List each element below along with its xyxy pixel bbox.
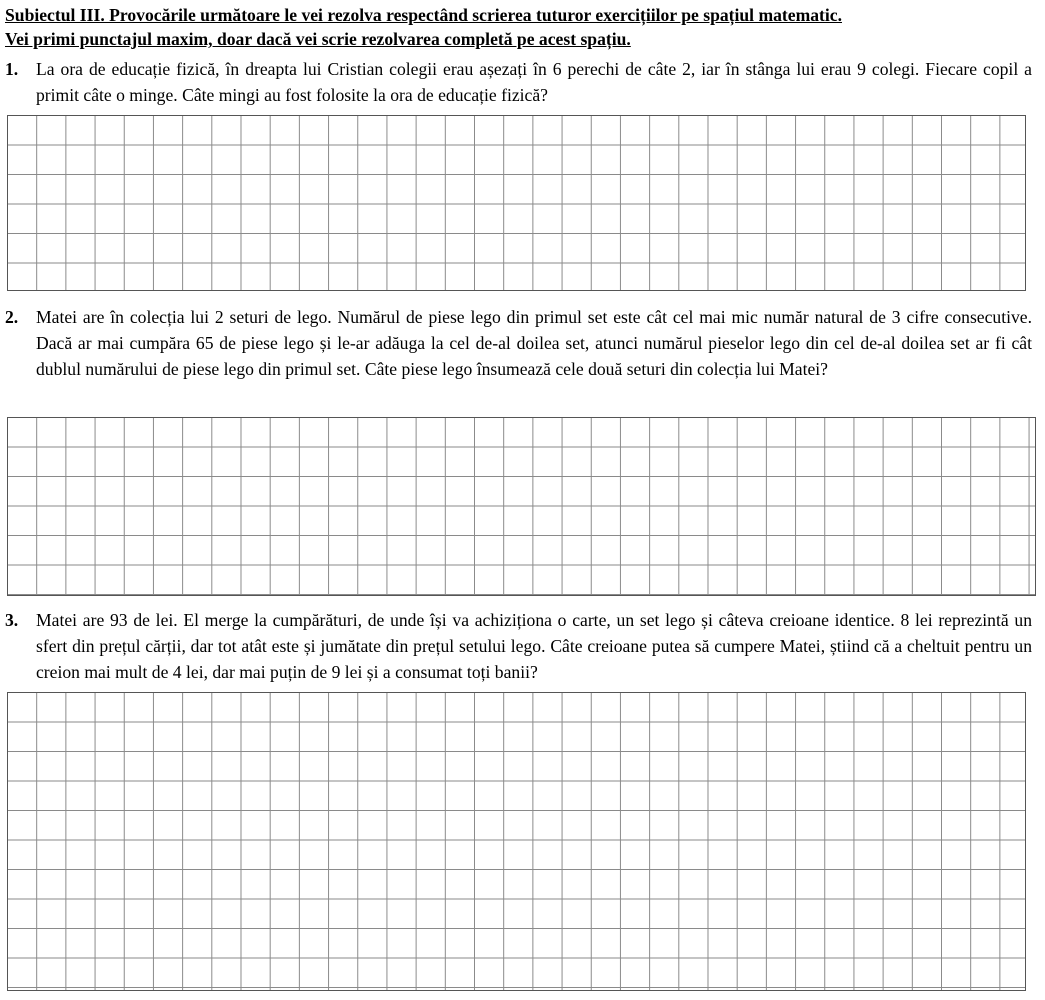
problem-2-number: 2. [5, 307, 19, 327]
problem-2-text: Matei are în colecția lui 2 seturi de lego. Numărul de piese lego din primul set este cât cel mai mic număr natural de 3 cifre consecutive. Dacă ar mai cumpăra 65 de piese lego și le-ar adăuga la cel de-al doilea set, atunci numărul pieselor lego din cel de-al doilea set ar fi cât dublul numărului de piese lego din primul set. Câte piese lego însumează cele două seturi din colecția lui Matei? [36, 307, 1032, 379]
problem-3 [5, 607, 1032, 685]
problem-3-text: Matei are 93 de lei. El merge la cumpărături, de unde își va achiziționa o carte, un set lego și câteva creioane identice. 8 lei reprezintă un sfert din prețul cărții, dar tot atât este și jumătate din prețul setului lego. Câte creioane putea să cumpere Matei, știind că a cheltuit pentru un creion mai mult de 4 lei, dar mai puțin de 9 lei și a consumat toți banii? [36, 610, 1032, 682]
answer-grid-1[interactable] [7, 115, 1026, 291]
problem-1 [5, 56, 1032, 108]
problem-2 [5, 304, 1032, 382]
header-instructions: Vei primi punctajul maxim, doar dacă vei scrie rezolvarea completă pe acest spațiu. [5, 29, 631, 49]
problem-1-number: 1. [5, 59, 19, 79]
worksheet-header [5, 3, 1035, 51]
answer-grid-3[interactable] [7, 692, 1026, 991]
problem-1-text: La ora de educație fizică, în dreapta lui Cristian colegii erau așezați în 6 perechi de câte 2, iar în stânga lui erau 9 colegi. Fiecare copil a primit câte o minge. Câte mingi au fost folosite la ora de educație fizică? [36, 59, 1032, 105]
answer-grid-2[interactable] [7, 417, 1036, 596]
problem-3-number: 3. [5, 610, 19, 630]
header-title: Subiectul III. Provocările următoare le vei rezolva respectând scrierea tuturor exercițiilor pe spațiul matematic. [5, 5, 842, 25]
